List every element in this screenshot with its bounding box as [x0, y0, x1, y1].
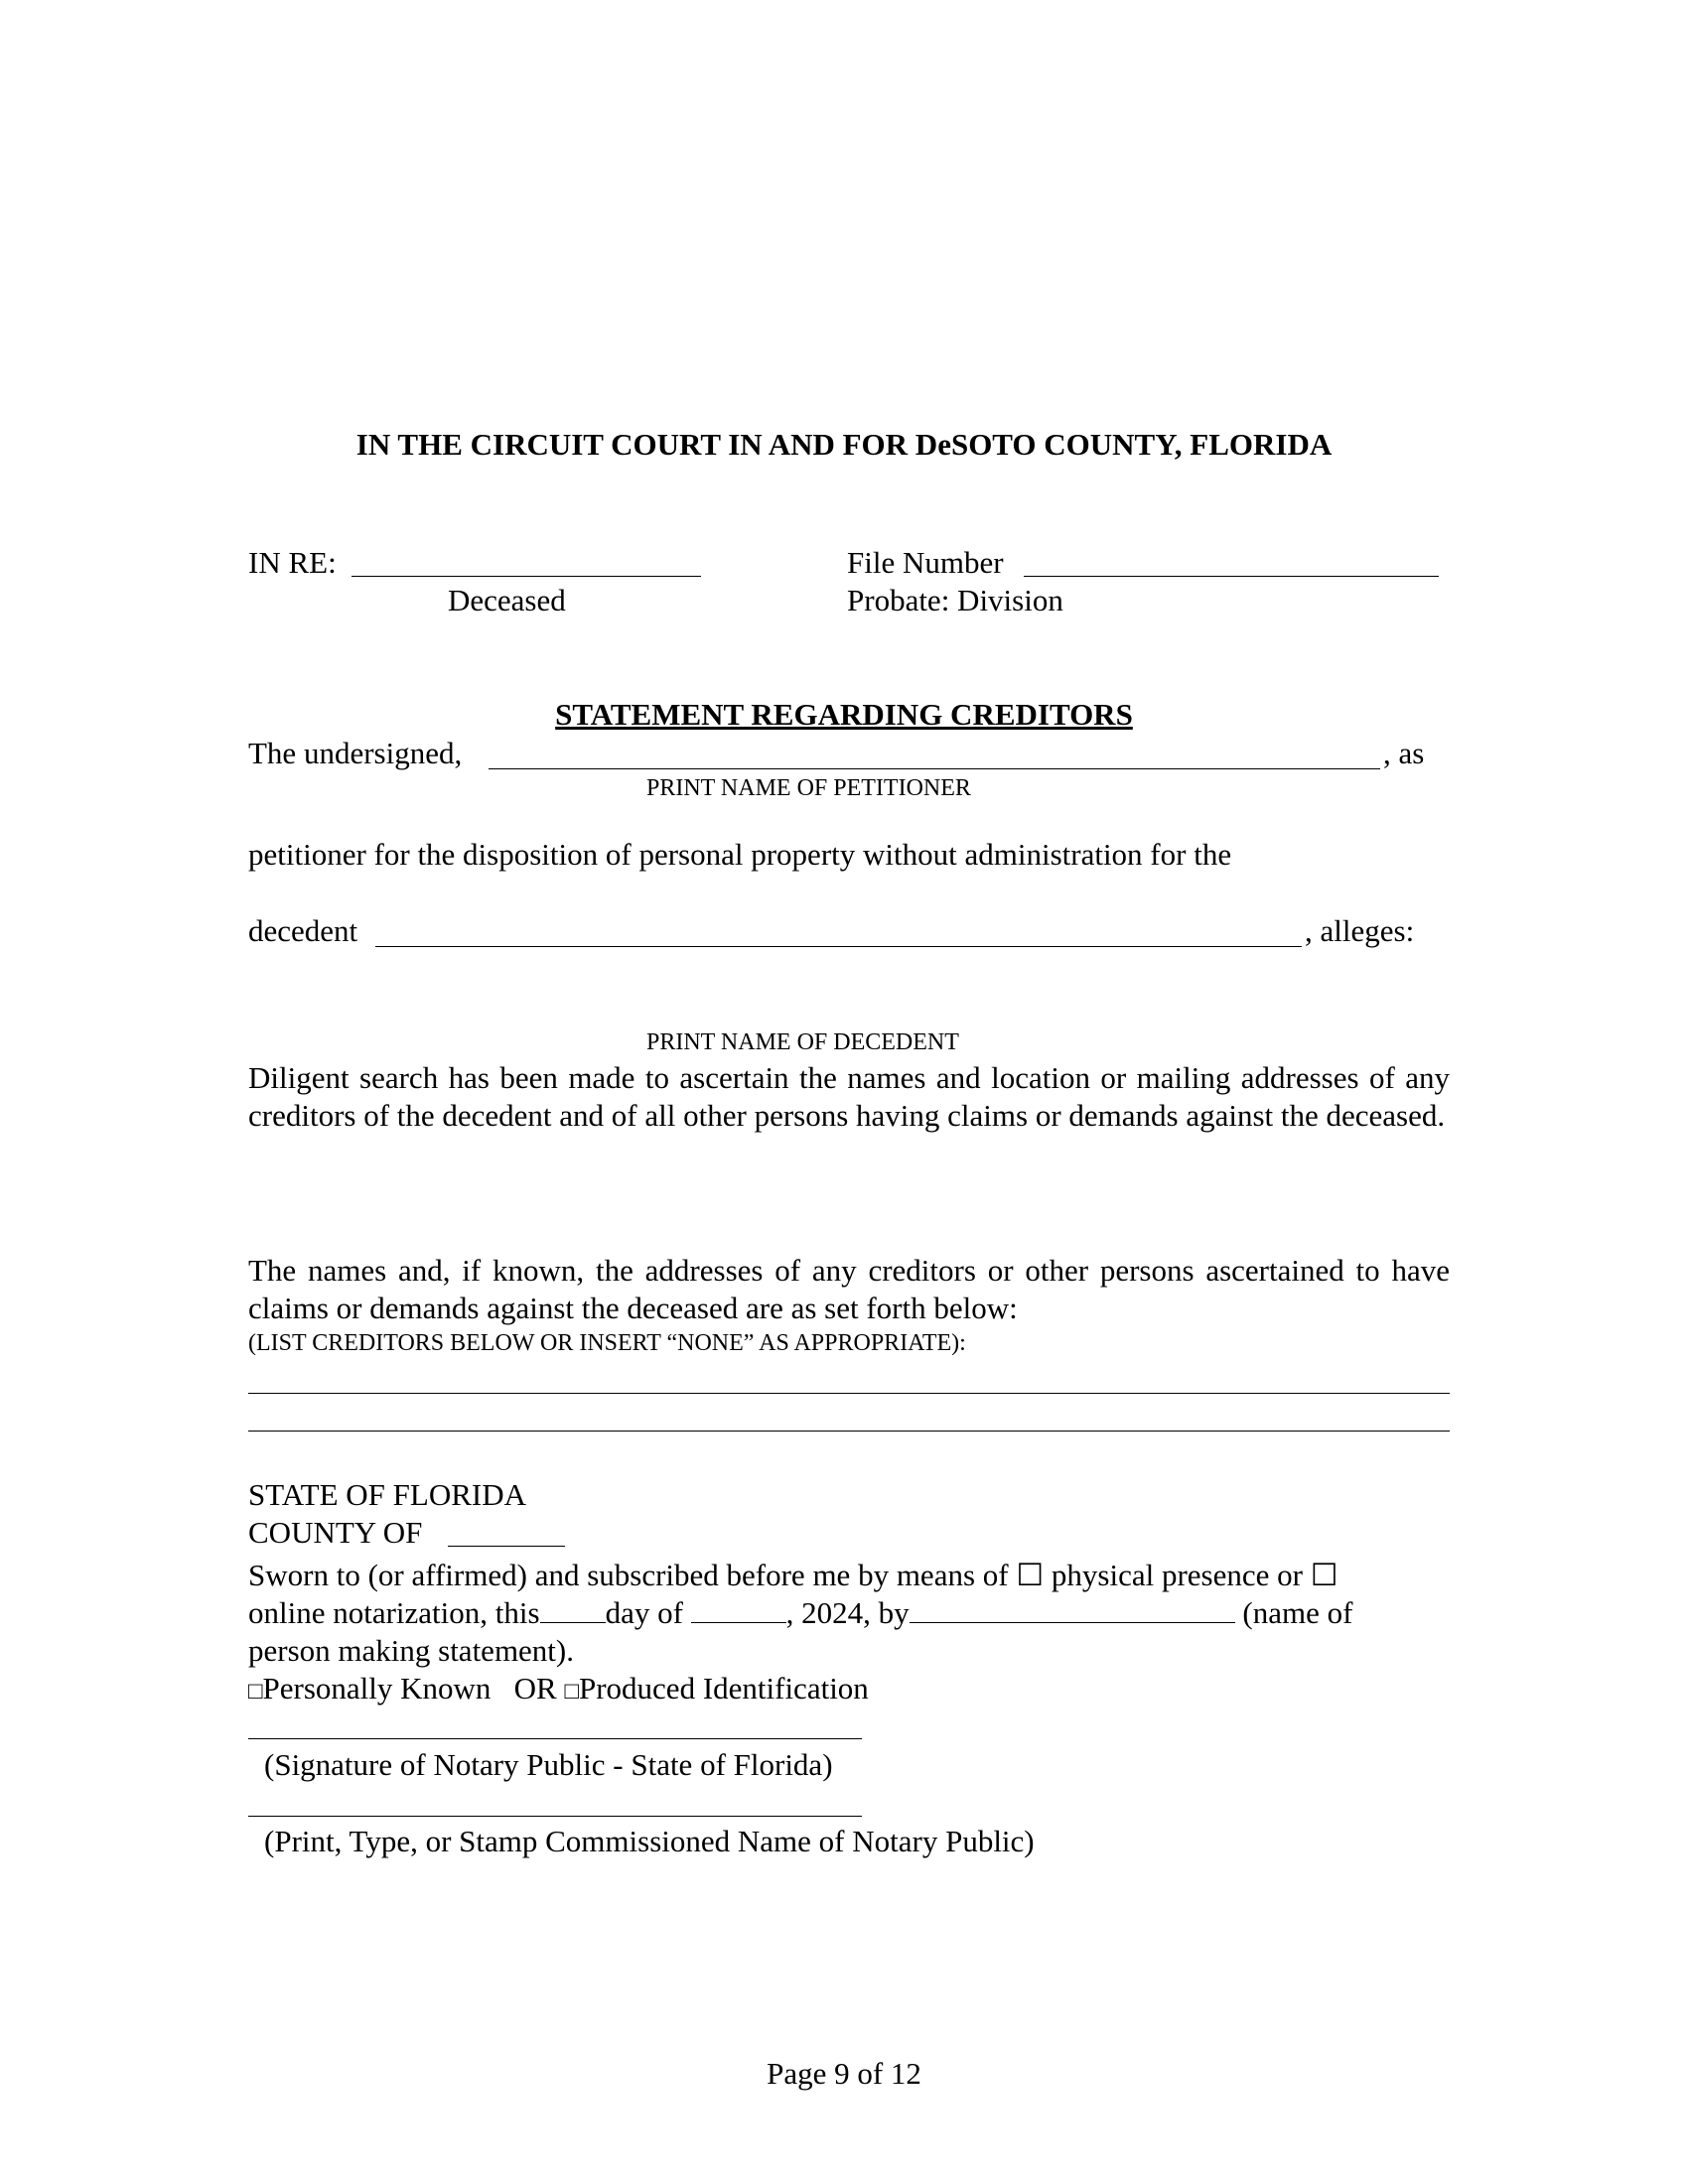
petitioner-line: petitioner for the disposition of personal property without administration for the: [248, 837, 1232, 872]
document-title: STATEMENT REGARDING CREDITORS: [555, 697, 1133, 732]
produced-identification-label: Produced Identification: [578, 1671, 869, 1706]
person-making-statement: person making statement).: [248, 1633, 574, 1668]
physical-presence-checkbox[interactable]: ☐: [1016, 1558, 1045, 1592]
online-notarization-label: online notarization, this: [248, 1595, 540, 1630]
day-of-label: day of: [605, 1595, 683, 1630]
decedent-prefix: decedent: [248, 913, 358, 948]
state-label: STATE OF FLORIDA: [248, 1477, 526, 1512]
probate-division-label: Probate: Division: [847, 583, 1063, 617]
county-line[interactable]: [448, 1546, 565, 1547]
online-notarization-checkbox[interactable]: ☐: [1310, 1558, 1338, 1592]
notary-signature-line[interactable]: [248, 1738, 862, 1739]
day-blank[interactable]: [540, 1598, 606, 1623]
notary-print-name-line[interactable]: [248, 1816, 862, 1817]
names-paragraph: The names and, if known, the addresses of any creditors or other persons ascertained to have claims or demands against the deceased are as set forth below:: [248, 1253, 1450, 1325]
notary-signature-caption: (Signature of Notary Public - State of Florida): [264, 1747, 833, 1782]
decedent-suffix: , alleges:: [1305, 913, 1415, 948]
personally-known-label: Personally Known: [262, 1671, 492, 1706]
month-blank[interactable]: [691, 1598, 786, 1623]
file-number-line[interactable]: [1024, 576, 1439, 577]
creditor-line-2[interactable]: [248, 1431, 1450, 1432]
year-by-label: , 2024, by: [785, 1595, 910, 1630]
notary-print-name-caption: (Print, Type, or Stamp Commissioned Name of Notary Public): [264, 1824, 1035, 1858]
physical-presence-label: physical presence or: [1051, 1558, 1303, 1592]
sworn-line-2: [248, 1594, 1352, 1632]
name-of-label: (name of: [1242, 1595, 1353, 1630]
personally-known-checkbox[interactable]: □: [248, 1679, 263, 1705]
produced-identification-checkbox[interactable]: □: [564, 1679, 579, 1705]
deceased-label: Deceased: [448, 583, 566, 617]
or-label: OR: [513, 1671, 557, 1706]
decedent-name-line[interactable]: [375, 946, 1302, 947]
in-re-name-line[interactable]: [352, 576, 701, 577]
petitioner-name-caption: PRINT NAME OF PETITIONER: [646, 775, 971, 801]
page-number: Page 9 of 12: [767, 2056, 921, 2091]
creditor-line-1[interactable]: [248, 1393, 1450, 1394]
decedent-name-caption: PRINT NAME OF DECEDENT: [646, 1029, 959, 1055]
sworn-line-1: [248, 1557, 1338, 1594]
identification-line: [248, 1670, 869, 1710]
list-instruction: (LIST CREDITORS BELOW OR INSERT “NONE” AS APPROPRIATE):: [248, 1330, 966, 1356]
undersigned-prefix: The undersigned,: [248, 736, 463, 770]
file-number-label: File Number: [847, 545, 1004, 580]
in-re-label: IN RE:: [248, 545, 337, 580]
court-header: IN THE CIRCUIT COURT IN AND FOR DeSOTO COUNTY, FLORIDA: [355, 427, 1333, 462]
undersigned-suffix: , as: [1383, 736, 1425, 770]
county-label: COUNTY OF: [248, 1515, 423, 1550]
person-name-blank[interactable]: [910, 1598, 1235, 1623]
petitioner-name-line[interactable]: [489, 768, 1380, 769]
sworn-text-a: Sworn to (or affirmed) and subscribed before me by means of: [248, 1558, 1009, 1592]
diligent-search-paragraph: Diligent search has been made to ascertain the names and location or mailing addresses of any creditors of the decedent and of all other persons having claims or demands against the deceased.: [248, 1060, 1450, 1133]
